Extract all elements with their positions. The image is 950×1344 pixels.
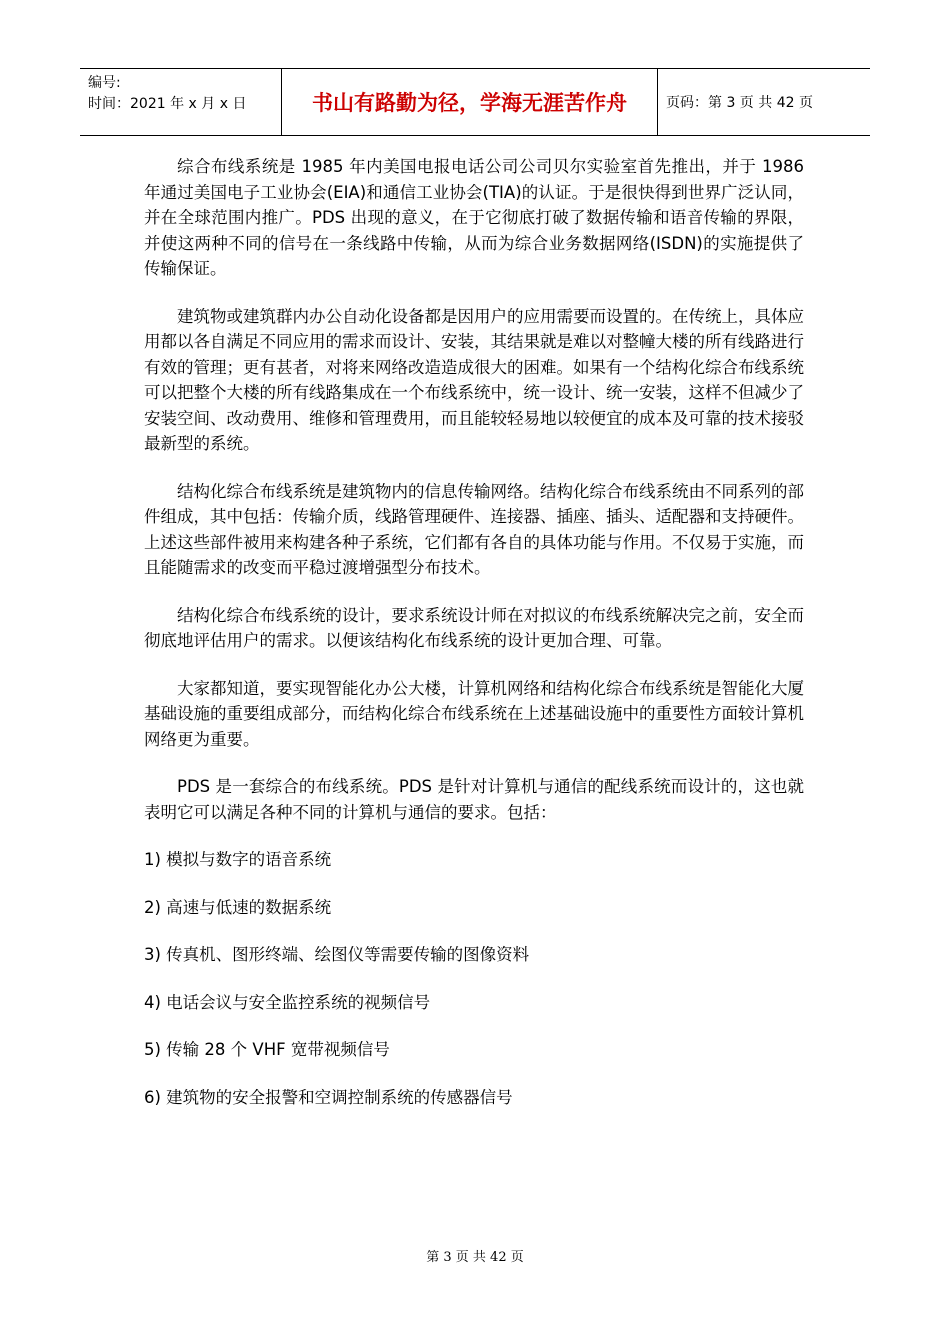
document-time-label: 时间：2021 年 x 月 x 日 (88, 96, 247, 112)
paragraph: 大家都知道，要实现智能化办公大楼，计算机网络和结构化综合布线系统是智能化大厦基础设施的重要组成部分，而结构化综合布线系统在上述基础设施中的重要性方面较计算机网络更为重要。 (144, 678, 804, 749)
document-body (144, 154, 804, 1132)
page-header (80, 68, 870, 136)
paragraph: 综合布线系统是 1985 年内美国电报电话公司公司贝尔实验室首先推出，并于 1986 年通过美国电子工业协会(EIA)和通信工业协会(TIA)的认证。于是很快得到世界广泛认同，并在全球范围内推广。PDS 出现的意义，在于它彻底打破了数据传输和语音传输的界限，并使这两种不同的信号在一条线路中传输，从而为综合业务数据网络(ISDN)的实施提供了传输保证。 (144, 157, 804, 278)
paragraph: PDS 是一套综合的布线系统。PDS 是针对计算机与通信的配线系统而设计的，这也就表明它可以满足各种不同的计算机与通信的要求。包括： (144, 777, 804, 822)
list-item: 4) 电话会议与安全监控系统的视频信号 (144, 992, 431, 1012)
page-footer: 第 3 页 共 42 页 (426, 1250, 524, 1265)
paragraph: 结构化综合布线系统的设计，要求系统设计师在对拟议的布线系统解决完之前，安全而彻底地评估用户的需求。以便该结构化布线系统的设计更加合理、可靠。 (144, 605, 804, 650)
header-page-info: 页码：第 3 页 共 42 页 (666, 95, 813, 111)
list-item: 5) 传输 28 个 VHF 宽带视频信号 (144, 1040, 390, 1059)
paragraph: 结构化综合布线系统是建筑物内的信息传输网络。结构化综合布线系统由不同系列的部件组成，其中包括：传输介质，线路管理硬件、连接器、插座、插头、适配器和支持硬件。上述这些部件被用来构建各种子系统，它们都有各自的具体功能与作用。不仅易于实施，而且能随需求的改变而平稳过渡增强型分布技术。 (144, 481, 804, 577)
document-number-label: 编号: (88, 75, 121, 91)
list-item: 1) 模拟与数字的语音系统 (144, 850, 332, 869)
header-motto: 书山有路勤为径，学海无涯苦作舟 (282, 69, 658, 135)
list-item: 2) 高速与低速的数据系统 (144, 897, 332, 917)
list-item: 3) 传真机、图形终端、绘图仪等需要传输的图像资料 (144, 945, 530, 964)
paragraph: 建筑物或建筑群内办公自动化设备都是因用户的应用需要而设置的。在传统上，具体应用都以各自满足不同应用的需求而设计、安装，其结果就是难以对整幢大楼的所有线路进行有效的管理；更有甚者，对将来网络改造造成很大的困难。如果有一个结构化综合布线系统可以把整个大楼的所有线路集成在一个布线系统中，统一设计、统一安装，这样不但减少了安装空间、改动费用、维修和管理费用，而且能较轻易地以较便宜的成本及可靠的技术接驳最新型的系统。 (144, 306, 804, 453)
header-meta (80, 69, 282, 135)
list-item: 6) 建筑物的安全报警和空调控制系统的传感器信号 (144, 1087, 513, 1107)
